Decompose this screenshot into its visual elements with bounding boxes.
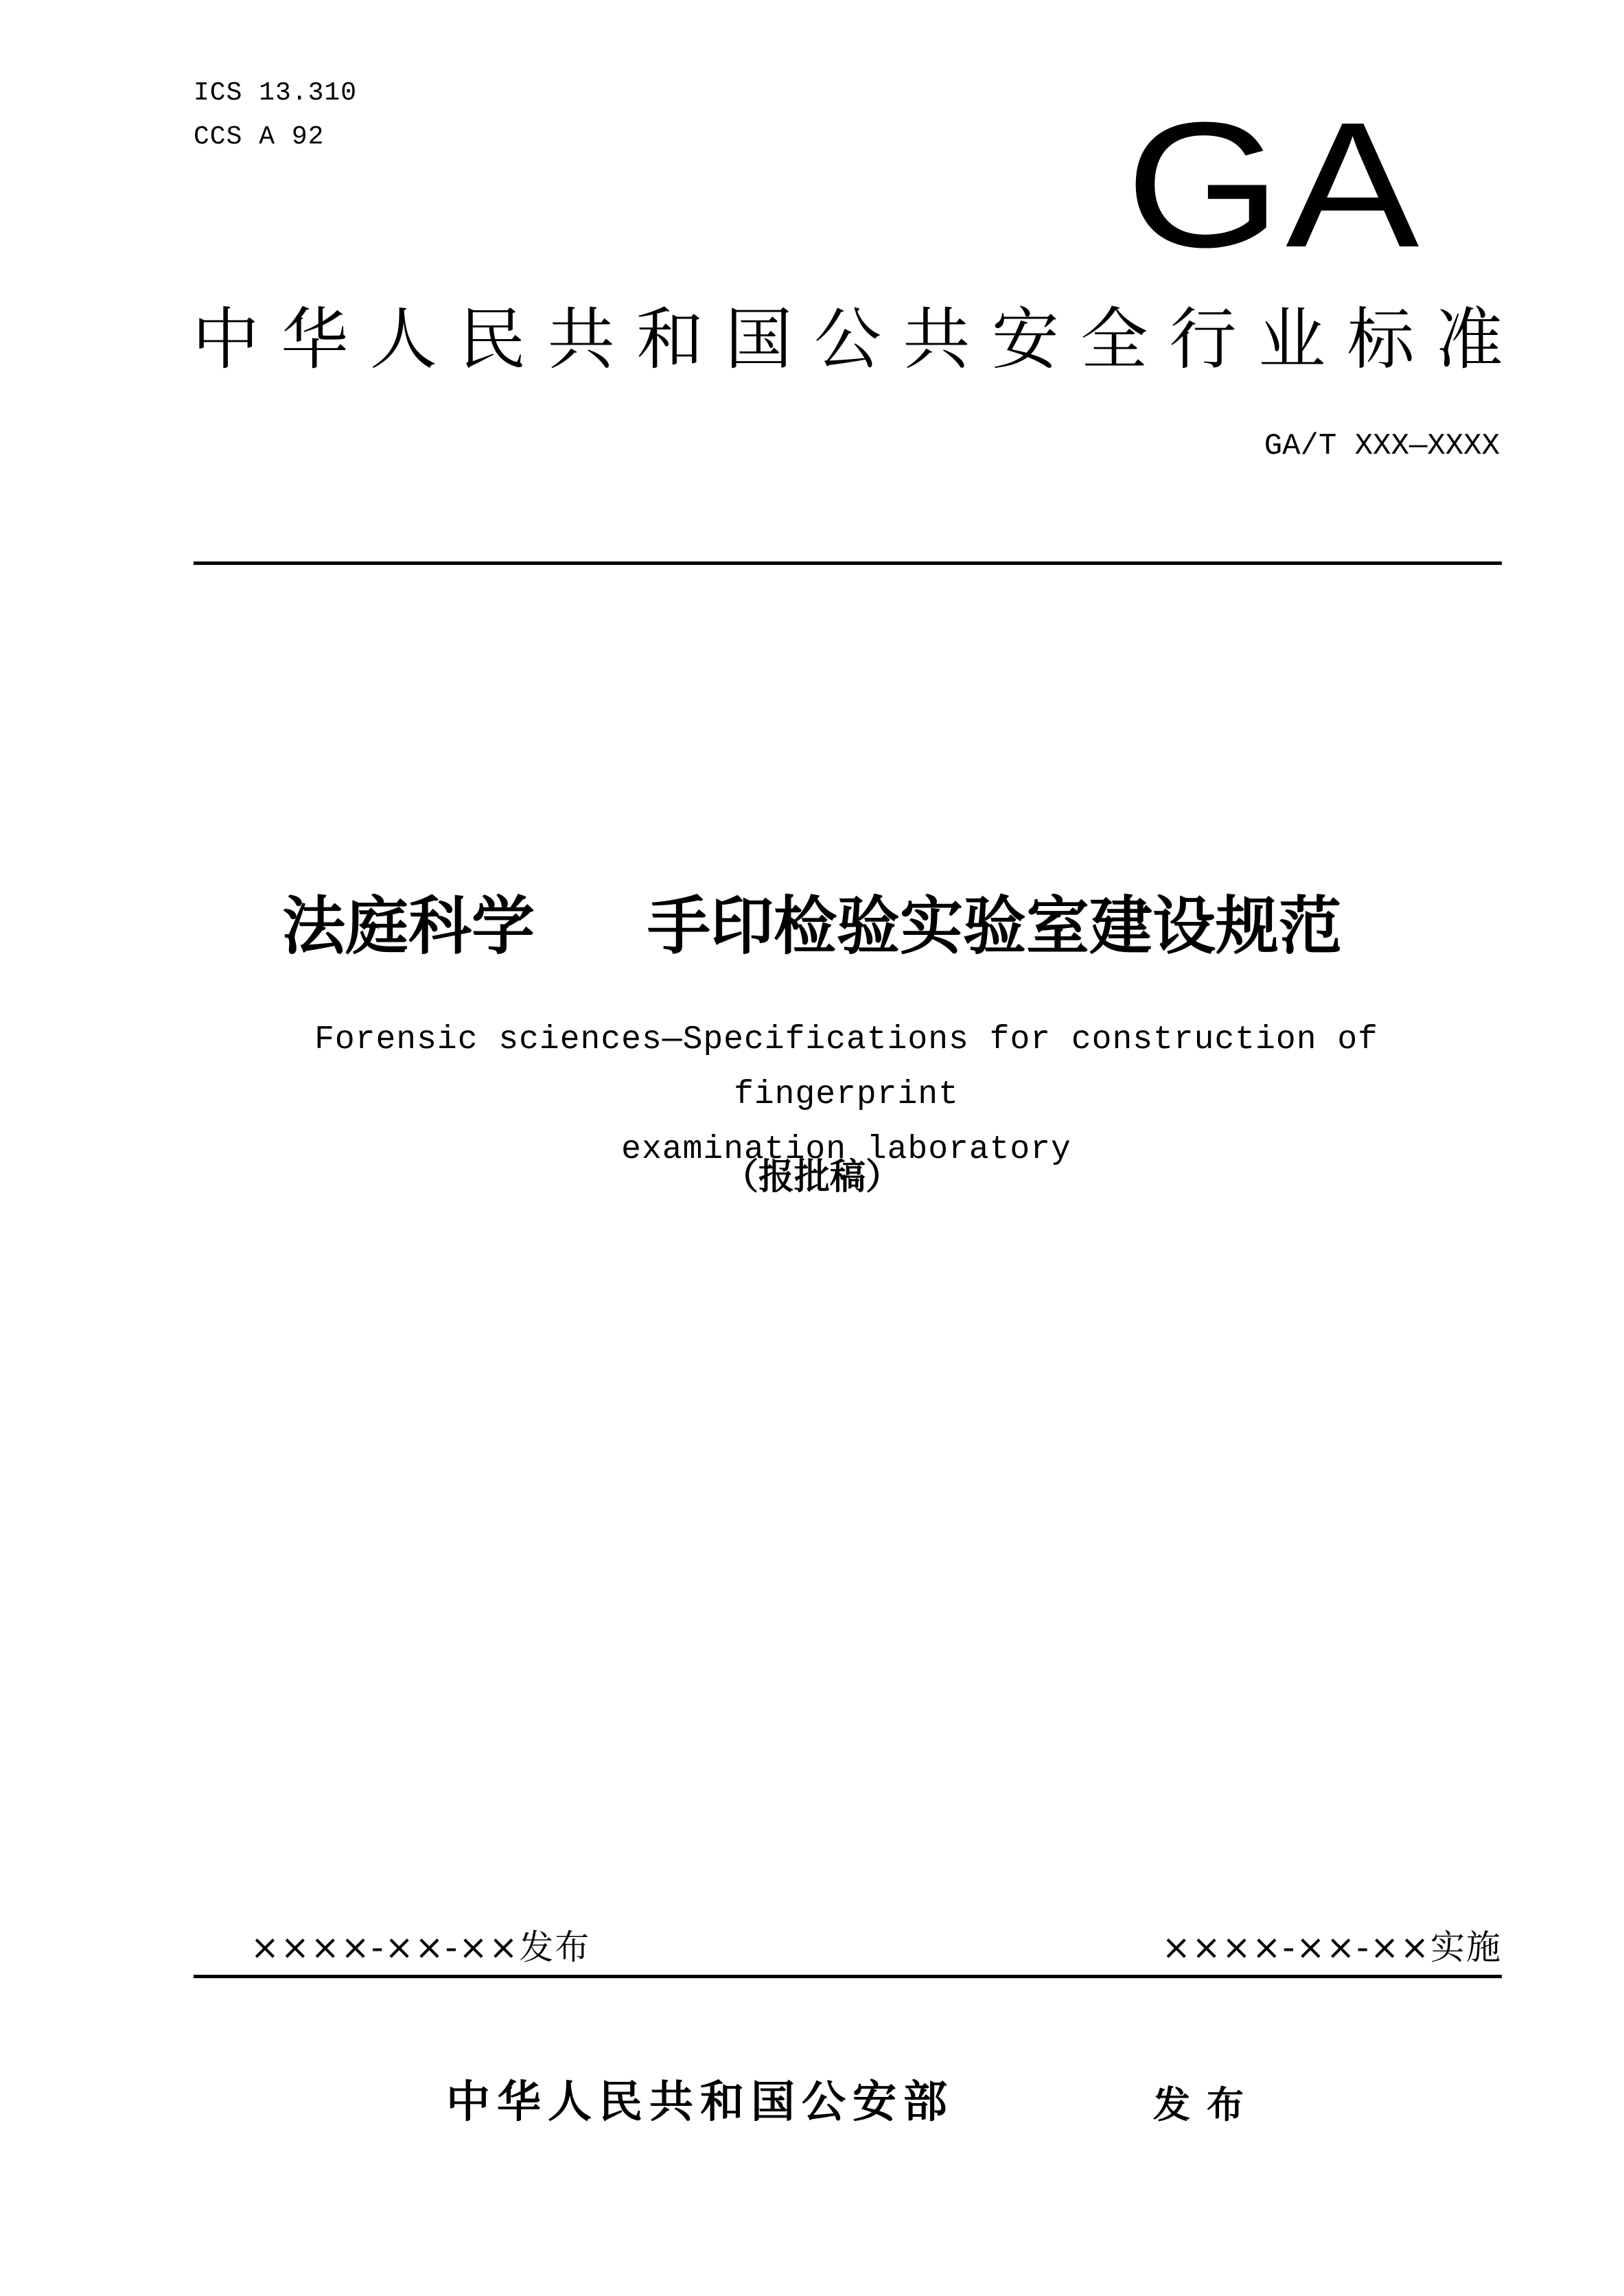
issue-label: 发布: [1153, 2083, 1260, 2126]
standard-category-char: 和: [636, 301, 704, 379]
issuing-authority: 中华人民共和国公安部: [446, 2077, 954, 2128]
ics-code: ICS 13.310: [194, 78, 358, 108]
header-divider: [194, 561, 1502, 565]
standard-category-char: 标: [1347, 301, 1415, 379]
standard-category-char: 业: [1258, 301, 1326, 379]
release-date: ××××-××-××发布: [251, 1927, 591, 1967]
document-title-en-line1: Forensic sciences—Specifications for construction of fingerprint: [314, 1021, 1378, 1113]
standard-category-char: 国: [725, 301, 793, 379]
standard-category-char: 行: [1169, 301, 1237, 379]
standard-category-char: 全: [1080, 301, 1148, 379]
ga-logo: GA: [1126, 86, 1424, 285]
standard-category-char: 共: [547, 301, 615, 379]
standard-category-char: 公: [813, 301, 881, 379]
standard-category-title: [192, 295, 1503, 384]
document-title-en: [194, 1012, 1498, 1177]
standard-category-char: 民: [459, 301, 526, 379]
standard-category-char: 共: [903, 301, 971, 379]
standard-category-char: 安: [991, 301, 1059, 379]
standard-category-char: 华: [281, 301, 349, 379]
standard-category-char: 人: [369, 301, 437, 379]
standard-category-char: 中: [192, 301, 260, 379]
effective-date: ××××-××-××实施: [1161, 1927, 1502, 1967]
footer-divider: [194, 1975, 1502, 1978]
ccs-code: CCS A 92: [194, 122, 325, 152]
document-title-cn: 法庭科学 手印检验实验室建设规范: [281, 890, 1343, 963]
standard-number: GA/T XXX—XXXX: [1264, 429, 1500, 463]
classification-codes: [194, 71, 357, 159]
standard-category-char: 准: [1435, 301, 1503, 379]
draft-stage: （报批稿）: [722, 1157, 901, 1198]
document-title-en-line2: examination laboratory: [621, 1131, 1071, 1168]
